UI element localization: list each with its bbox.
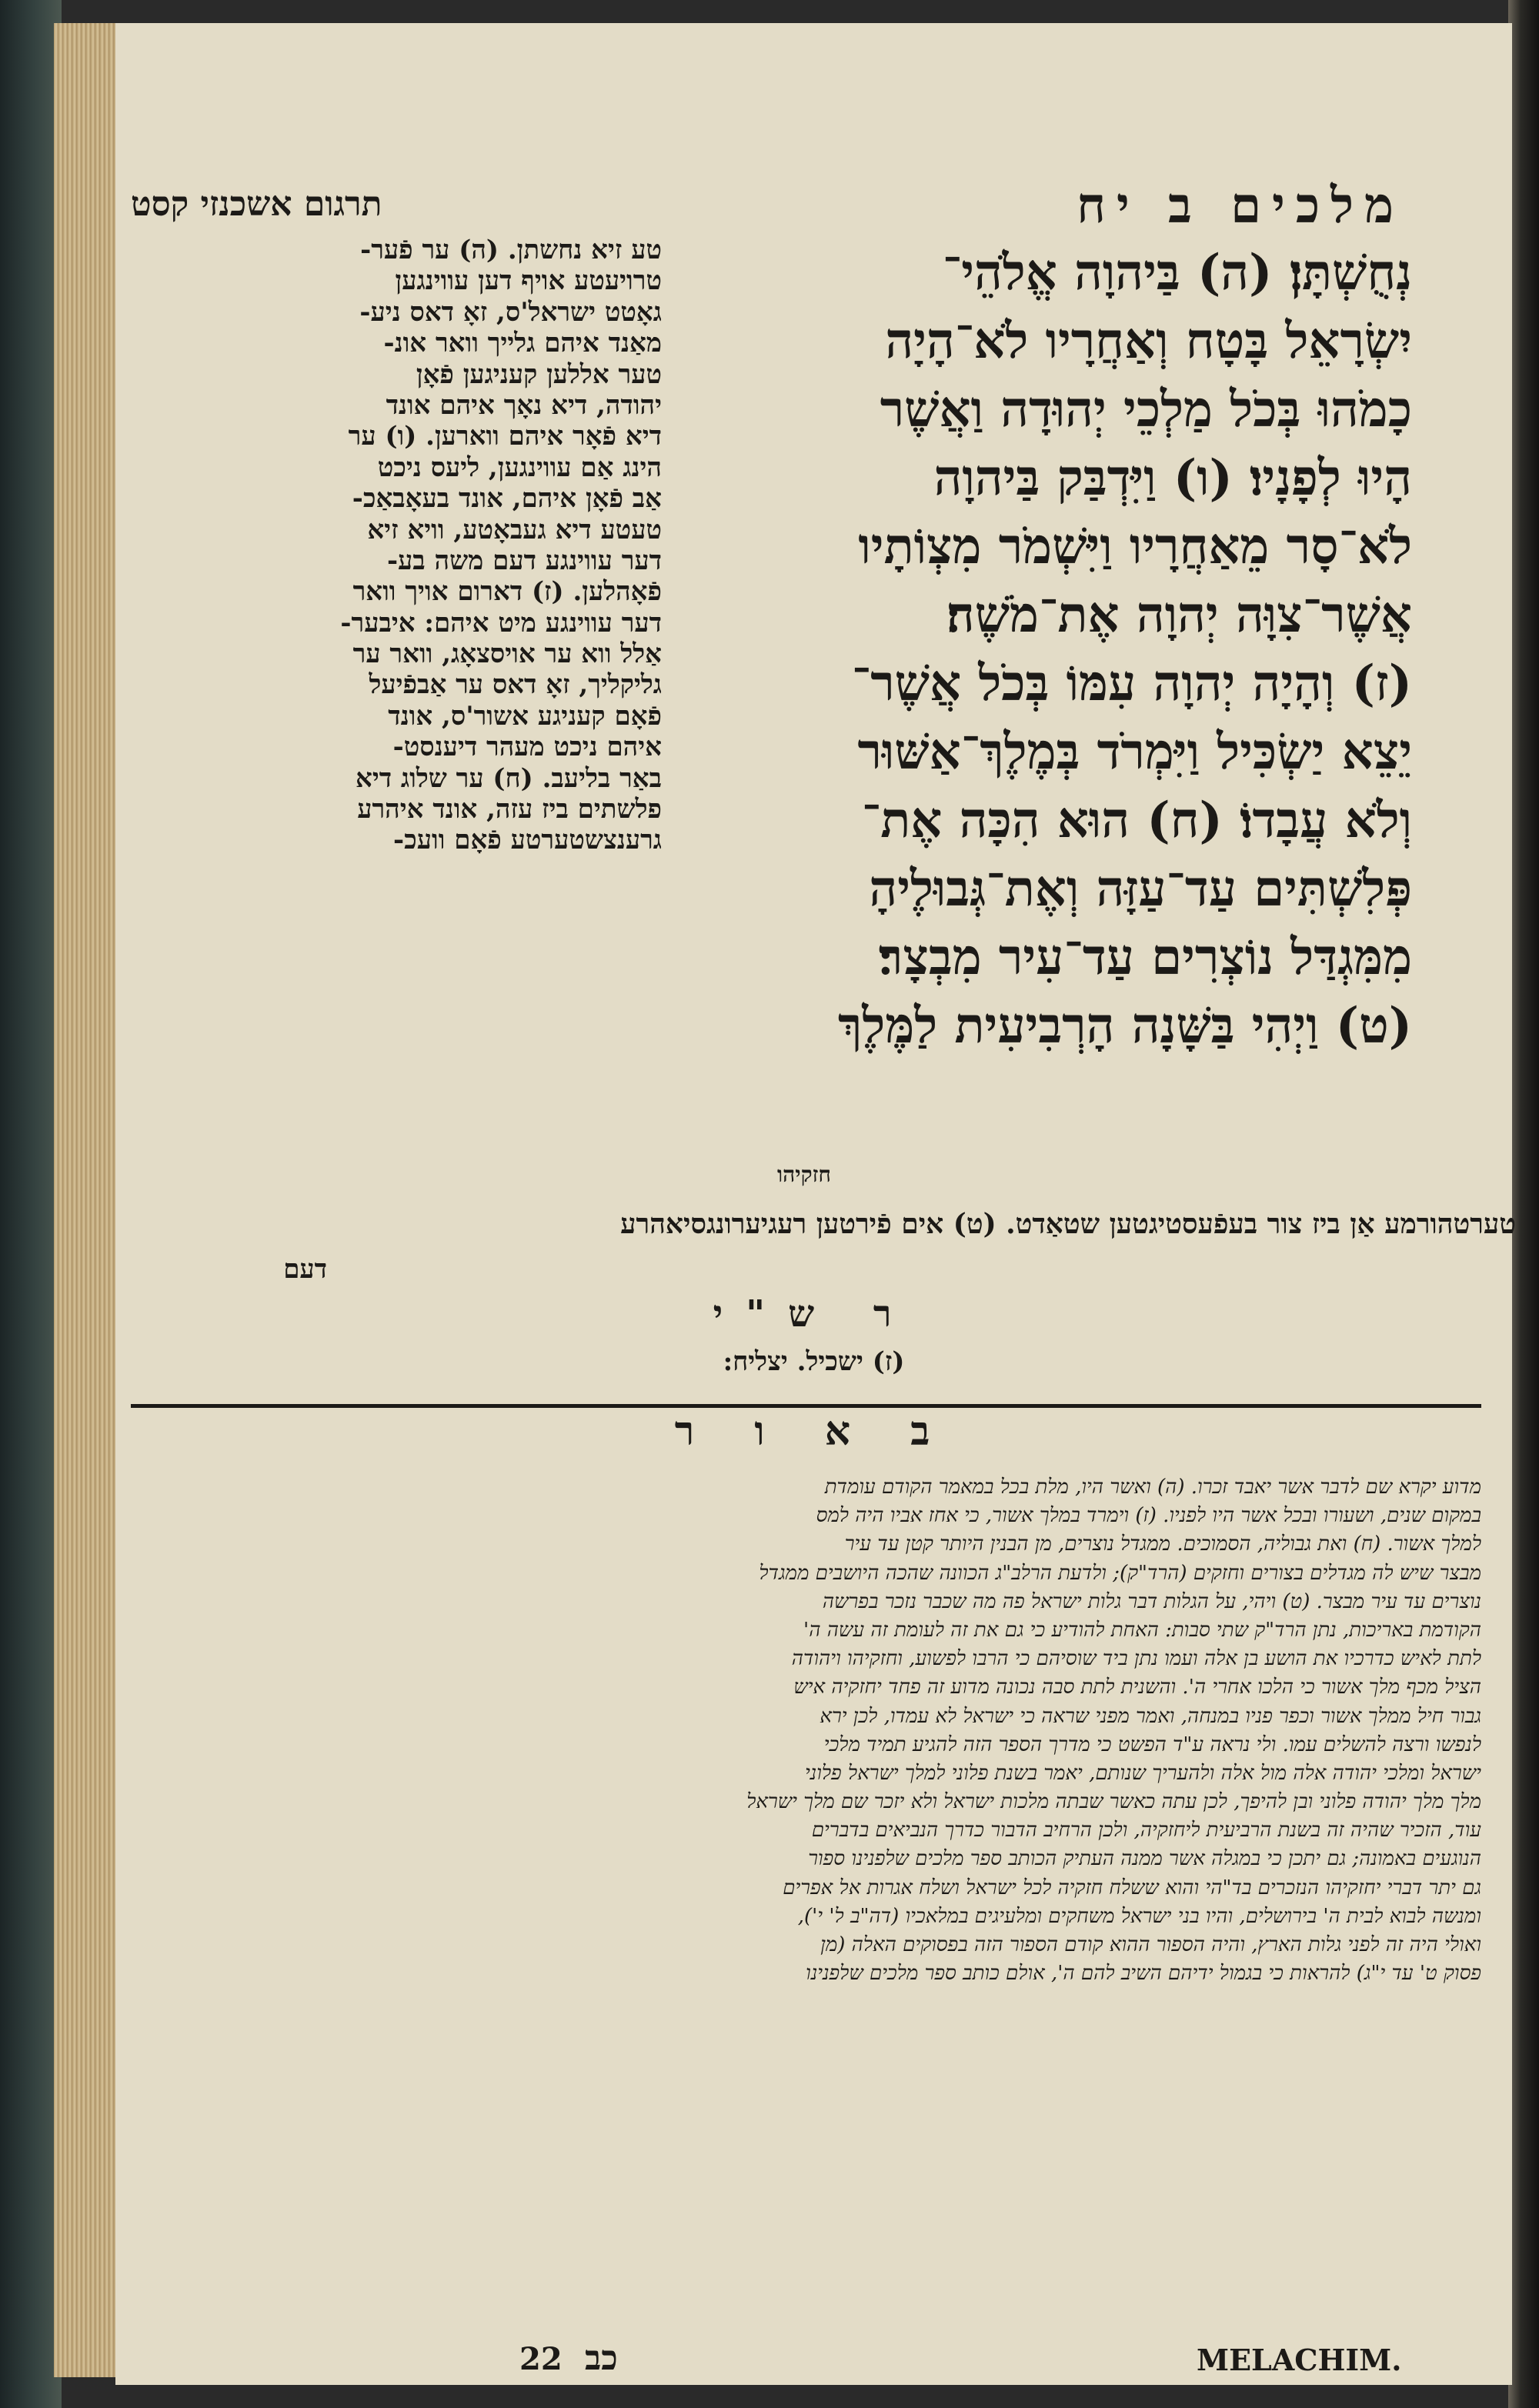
biur-line: הקודמת באריכות, נתן הרד"ק שתי סבות: האחת להודיע כי גם את זה לעומת זה עשה ה' [803,1618,1481,1642]
page-number: 22 [519,2341,563,2377]
rashi-commentary: (ז) ישכיל. יצליח: [723,1346,905,1377]
targum-line: אַב פֿאָן איהם, אונד בעאָבאַכ- [352,483,662,515]
page-edges [54,23,123,2377]
targum-catchword: דעם [283,1254,327,1285]
biur-line: הציל מכף מלך אשור כי הלכו אחרי ה'. והשנית לתת סבה נכונה מדוע זה פחד יחזקיה איש [793,1676,1481,1699]
hebrew-page-number: כב [585,2339,618,2378]
biblical-line: אֲשֶׁר־צִוָּה יְהוָה אֶת־מֹשֶׁה׃ [946,586,1412,644]
targum-line: באַר בליעב. (ח) ער שלוג דיא [355,762,662,794]
biblical-catchword: חזקיהו [777,1162,831,1187]
targum-line: אַלל ווא ער אויסצאָג, וואר ער [352,639,662,670]
biblical-line: לֹא־סָר מֵאַחֲרָיו וַיִּשְׁמֹר מִצְוֹתָיו [858,518,1412,575]
biur-line: עוד, הזכיר שהיה זה בשנת הרביעית ליחזקיה, ולכן הרחיב הדבור כדרך הנביאים בדברים [811,1819,1481,1843]
targum-title: תרגום אשכנזי קסט [131,185,382,224]
biur-line: במקום שנים, ושעורו ובכל אשר היו לפניו. (ז) וימרד במלך אשור, כי אחז אביו היה למס [816,1504,1481,1528]
biur-heading: ב א ו ר [674,1408,953,1455]
targum-line: דער עווינגע דעם משה בע- [386,545,662,576]
targum-line: טרויעטע אויף דען עווינגען [395,265,662,297]
biblical-line: וְלֹא עֲבָדוֹ׃ (ח) הוּא הִכָּה אֶת־ [861,792,1412,849]
targum-line: גרענצשטערטע פֿאָם וועכ- [393,825,662,856]
biur-line: גבור חיל ממלך אשור וכפר פניו במנחה, ואמר מפני שראה כי ישראל לא עמדו, לכן ירא [820,1704,1481,1728]
targum-line: הינג אַם עווינגען, ליעס ניכט [377,452,662,483]
biblical-line: (ז) וְהָיָה יְהוָה עִמּוֹ בְּכֹל אֲשֶׁר־ [851,655,1412,712]
targum-continuation: טערטהורמע אַן ביז צור בעפֿעסטיגטען שטאַדט. (ט) אים פֿירטען רעגיערונגסיאהרע [620,1208,1516,1240]
biblical-line: יִשְׂרָאֵל בָּטָח וְאַחֲרָיו לֹא־הָיָה [885,312,1412,370]
biblical-text-column [719,238,1412,1185]
biblical-line: נְחֻשְׁתָּן׃ (ה) בַּיהוָה אֱלֹהֵי־ [942,244,1412,302]
biblical-line: כָמֹהוּ בְּכֹל מַלְכֵי יְהוּדָה וַאֲשֶׁר [880,381,1412,439]
biur-line: נוצרים עד עיר מבצר. (ט) ויהי, על הגלות דבר גלות ישראל פה מה שכבר נזכר בפרשה [822,1589,1481,1613]
biur-commentary [131,1473,1481,2335]
biblical-line: פְּלִשְׁתִּים עַד־עַזָּה וְאֶת־גְּבוּלֶיהָ [869,860,1412,918]
biur-line: ומנשה לבוא לבית ה' בירושלים, והיו בני ישראל משחקים ומלעיגים במלאכיו (דה"ב ל' י'), [797,1904,1481,1928]
biur-line: מדוע יקרא שם לדבר אשר יאבד זכרו. (ה) ואשר היו, מלת בכל במאמר הקודם עומדת [824,1476,1481,1499]
targum-line: דער עווינגע מיט איהם: איבער- [340,607,662,639]
targum-line: טע זיא נחשתן. (ה) ער פֿער- [360,235,662,265]
targum-line: פֿאָהלען. (ז) דארום אויך וואר [352,576,662,608]
rashi-heading: ר ש"י [713,1292,915,1336]
book-spine [1508,0,1539,2408]
running-title: MELACHIM. [1197,2343,1402,2377]
biblical-line: הָיוּ לְפָנָיו׃ (ו) וַיִּדְבַּק בַּיהוָה [933,449,1412,507]
targum-line: טעטע דיא געבאָטע, וויא זיא [367,514,662,545]
biur-line: לתת לאיש כדרכיו את הושע בן אלה ועמו נתן ביד שוסיהם כי הרבו לפשוע, וחזקיהו ויהודה [791,1647,1481,1671]
targum-line: טער אללען קעניגען פֿאָן [416,359,662,390]
biur-line: פסוק ט' עד י"ג) להראות כי בגמול ידיהם השיב להם ה', אולם כותב ספר מלכים שלפנינו [806,1962,1481,1986]
targum-line: גאָטט ישראל'ס, זאָ דאס ניע- [359,296,662,328]
biur-line: למלך אשור. (ח) ואת גבוליה, הסמוכים. ממגדל נוצרים, מן הבנין היותר קטן עד עיר [844,1533,1481,1556]
biblical-line: יֵצֵא יַשְׂכִּיל וַיִּמְרֹד בְּמֶלֶךְ־אַשּׁוּר [857,723,1412,781]
biblical-line: מִמִּגְדַּל נוֹצְרִים עַד־עִיר מִבְצָר׃ [878,929,1412,986]
biur-line: מלך מלך יהודה פלוני ובן להיפך, לכן עתה כאשר שבתה מלכות ישראל ולא יזכר שם מלך ישראל [746,1790,1481,1814]
biur-line: לנפשו ורצה להשלים עמו. ולי נראה ע"ד הפשט כי מדרך הספר הזה להגיע תמיד מלכי [823,1733,1481,1756]
targum-line: איהם ניכט מעהר דיענסט- [392,732,662,763]
targum-line: גליקליך, זאָ דאס ער אַבפֿיעל [369,669,662,701]
targum-line: דיא פֿאָר איהם ווארען. (ו) ער [348,421,662,452]
targum-line: פלשתים ביז עזה, אונד איהרע [357,794,662,825]
biblical-line: (ט) וַיְהִי בַּשָּׁנָה הָרְבִיעִית לַמֶּלֶךְ [837,997,1412,1055]
book-title: מלכים ב יח [1077,177,1404,235]
targum-line: פֿאָם קעניגע אשור'ס, אונד [388,700,662,732]
targum-line: מאַנד איהם גלייך וואר אונ- [383,328,662,359]
biur-line: ואולי היה זה לפני גלות הארץ, והיה הספור ההוא קודם הספור הזה בפסוקים האלה (מן [820,1933,1481,1956]
biur-line: מבצר שיש לה מגדלים בצורים וחזקים (הרד"ק); ולדעת הרלב"ג הכוונה שהכה היושבים ממגדל [759,1561,1481,1585]
book-cover [0,0,62,2408]
book-page [115,23,1516,2385]
biur-line: הנוגעים באמונה; גם יתכן כי במגלה אשר ממנה העתיק הכותב ספר מלכים שלפנינו ספור [808,1847,1481,1871]
targum-line: יהודה, דיא נאָך איהם אונד [386,389,662,421]
biur-line: גם יתר דברי יחזקיהו הנזכרים בד"הי והוא ששלח חזקיה לכל ישראל ושלח אגרות אל אפרים [783,1876,1481,1899]
biur-line: ישראל ומלכי יהודה אלה מול אלה ולהעריך שנותם, יאמר בשנת פלוני למלך ישראל פלוני [804,1761,1481,1785]
targum-column [131,235,662,1169]
